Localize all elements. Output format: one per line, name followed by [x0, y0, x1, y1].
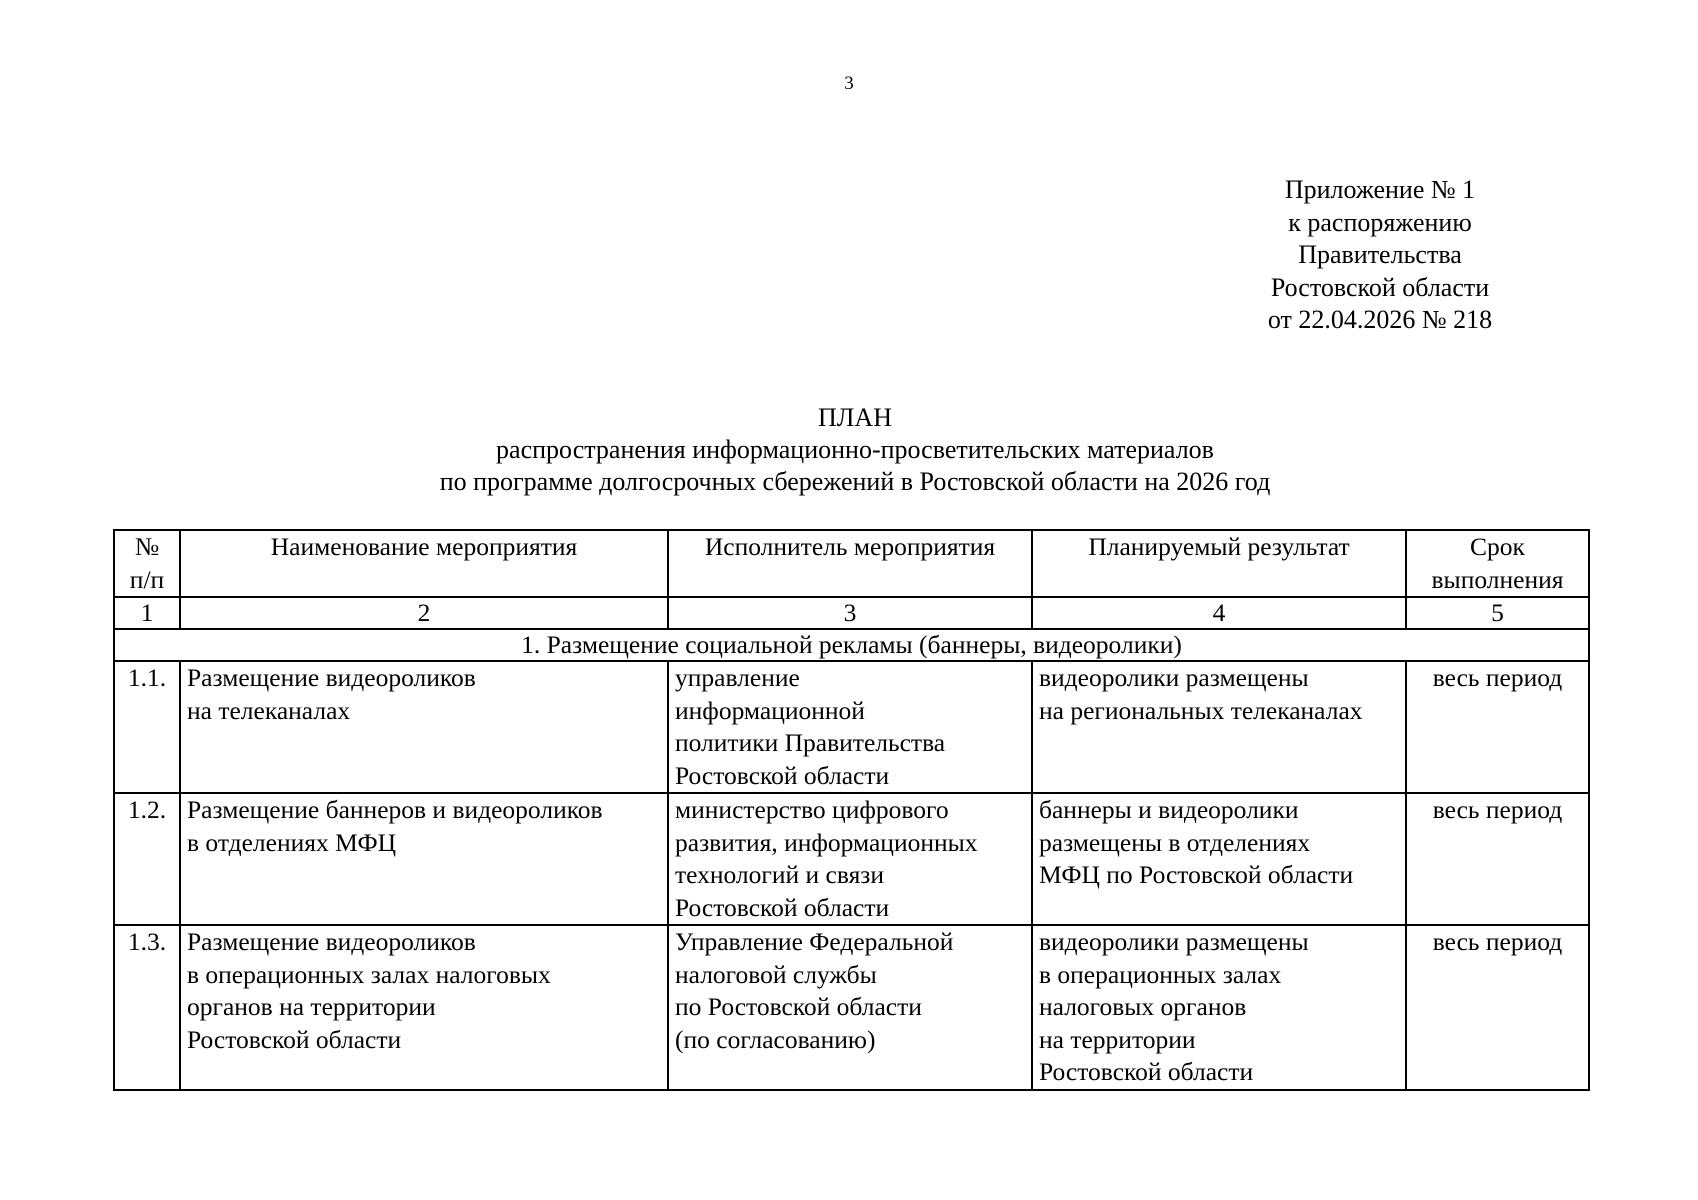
page-number: 3 [844, 73, 854, 94]
header-cell: № п/п [114, 530, 180, 597]
title-line: распространения информационно-просветительских материалов [496, 435, 1214, 464]
event-deadline: весь период [1406, 793, 1589, 925]
appendix-line: Ростовской области [1270, 272, 1490, 302]
appendix-block [1250, 174, 1510, 337]
title-line: ПЛАН [818, 403, 892, 432]
column-number-cell: 4 [1032, 597, 1406, 629]
row-number: 1.1. [114, 661, 180, 793]
appendix-line: от 22.04.2026 № 218 [1267, 305, 1493, 334]
document-title [0, 402, 1698, 498]
table-row [114, 793, 1589, 925]
event-executor: министерство цифрового развития, информационных технологий и связи Ростовской области [668, 793, 1032, 925]
plan-table [113, 529, 1590, 1091]
section-row [114, 629, 1589, 661]
column-number-cell: 3 [668, 597, 1032, 629]
table-row [114, 925, 1589, 1090]
column-number-cell: 5 [1406, 597, 1589, 629]
event-executor: Управление Федеральной налоговой службы по Ростовской области (по согласованию) [668, 925, 1032, 1090]
appendix-line: Правительства [1298, 240, 1462, 269]
header-cell: Наименование мероприятия [180, 530, 668, 597]
event-executor: управление информационной политики Правительства Ростовской области [668, 661, 1032, 793]
event-deadline: весь период [1406, 661, 1589, 793]
event-result: видеоролики размещены в операционных залах налоговых органов на территории Ростовской области [1032, 925, 1406, 1090]
event-result: баннеры и видеоролики размещены в отделениях МФЦ по Ростовской области [1032, 793, 1406, 925]
event-result: видеоролики размещены на региональных телеканалах [1032, 661, 1406, 793]
row-number: 1.3. [114, 925, 180, 1090]
appendix-line: к распоряжению [1288, 207, 1472, 237]
column-number-cell: 2 [180, 597, 668, 629]
column-number-row [114, 597, 1589, 629]
header-cell: Планируемый результат [1032, 530, 1406, 597]
header-cell: Срок выполнения [1406, 530, 1589, 597]
event-name: Размещение видеороликов на телеканалах [180, 661, 668, 793]
title-line: по программе долгосрочных сбережений в Ростовской области на 2026 год [439, 467, 1271, 496]
header-cell: Исполнитель мероприятия [668, 530, 1032, 597]
table-row [114, 661, 1589, 793]
column-number-cell: 1 [114, 597, 180, 629]
appendix-line: Приложение № 1 [1284, 175, 1476, 204]
event-deadline: весь период [1406, 925, 1589, 1090]
event-name: Размещение видеороликов в операционных залах налоговых органов на территории Ростовской области [180, 925, 668, 1090]
event-name: Размещение баннеров и видеороликов в отделениях МФЦ [180, 793, 668, 925]
row-number: 1.2. [114, 793, 180, 925]
section-title: 1. Размещение социальной рекламы (баннеры, видеоролики) [114, 629, 1589, 661]
table-header-row [114, 530, 1589, 597]
